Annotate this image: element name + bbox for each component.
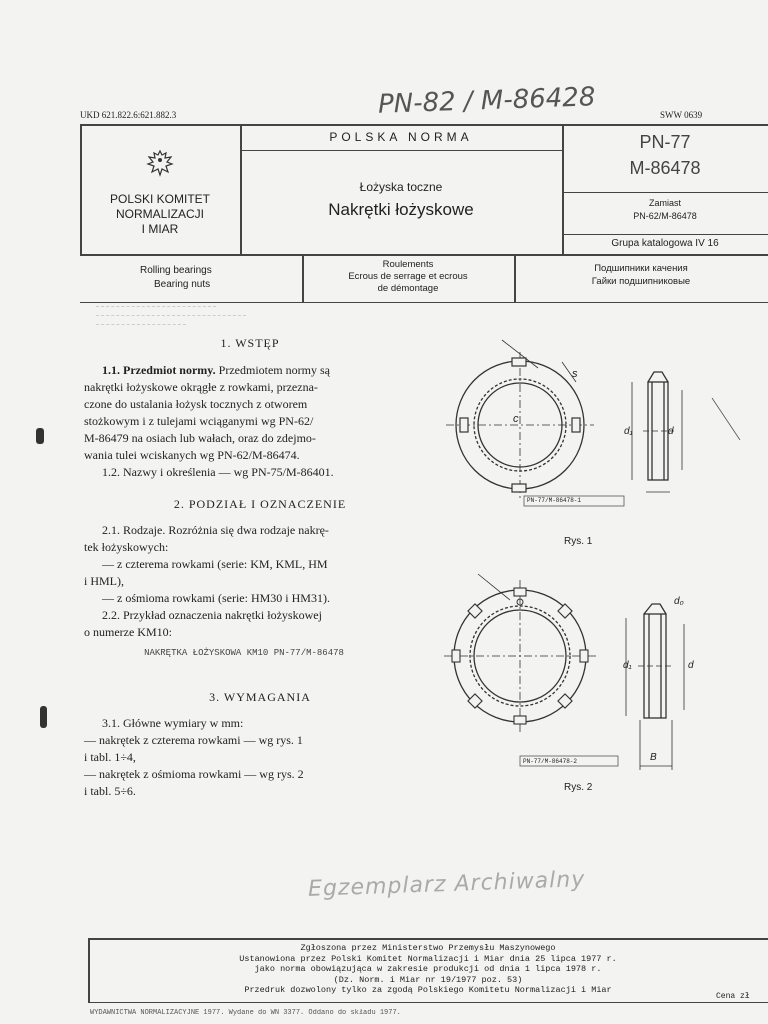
p31-line-3: i tabl. 1÷4,: [84, 750, 136, 764]
russian-line-1: Подшипники качения: [594, 263, 688, 274]
margin-mark-1: [36, 428, 44, 444]
p31-line-2: — nakrętek z czterema rowkami — wg rys. 1: [84, 733, 303, 747]
eagle-emblem-icon: [144, 148, 176, 178]
ukd-code: UKD 621.822.6:621.882.3: [80, 110, 177, 120]
fig2-dim-B: B: [650, 752, 657, 763]
faint-stamp-marks: [96, 300, 256, 334]
p11-line-6: wania tulei wciskanych wg PN-62/M-86474.: [84, 448, 300, 462]
footer-line-3: jako norma obowiązująca w zakresie produkcji od dnia 1 lipca 1978 r.: [254, 964, 602, 974]
zamiast-value: PN-62/M-86478: [633, 211, 697, 221]
english-line-2: Bearing nuts: [154, 279, 211, 290]
fig1-dim-c: c: [513, 413, 519, 425]
english-line-1: Rolling bearings: [140, 265, 212, 276]
fig2-dim-d0: d₀: [674, 596, 684, 607]
header-pn-rule: [562, 192, 768, 193]
committee-line-3: I MIAR: [141, 222, 179, 236]
footer-line-5: Przedruk dozwolony tylko za zgodą Polskiego Komitetu Normalizacji i Miar: [244, 985, 612, 995]
footer-line-2: Ustanowiona przez Polski Komitet Normalizacji i Miar dnia 25 lipca 1977 r.: [239, 953, 617, 964]
margin-mark-2: [40, 706, 47, 728]
p12-line: 1.2. Nazwy i określenia — wg PN-75/M-86401.: [102, 465, 334, 479]
russian-line-2: Гайки подшипниковые: [591, 276, 691, 287]
p21-line-1: 2.1. Rodzaje. Rozróżnia się dwa rodzaje nakrę-: [102, 523, 329, 537]
header-norma-rule: [240, 150, 562, 151]
english-title: [140, 264, 212, 292]
handwritten-code: PN-82 / M-86428: [377, 82, 596, 120]
footer-price: Cena zł: [716, 992, 750, 1001]
title-pl-1: Łożyska toczne: [359, 180, 443, 194]
p11-line-3: czone do ustalania łożysk tocznych z otworem: [84, 397, 308, 411]
committee-line-1: POLSKI KOMITET: [109, 192, 211, 206]
figure-1-drawing: [440, 320, 760, 560]
committee-line-2: NORMALIZACJI: [115, 207, 204, 221]
p11-line-1: Przedmiotem normy są: [215, 363, 330, 377]
header-top-rule: [80, 124, 768, 126]
section-3-heading: 3. WYMAGANIA: [209, 690, 311, 704]
footer-publisher: WYDAWNICTWA NORMALIZACYJNE 1977. Wydane do WN 3377. Oddano do składu 1977.: [90, 1009, 401, 1017]
p11-line-5: M-86479 na osiach lub wałach, oraz do zdejmo-: [84, 431, 316, 445]
p31-line-1: 3.1. Główne wymiary w mm:: [102, 716, 244, 730]
figure-2-label: Rys. 2: [564, 782, 593, 793]
footer-text: [90, 943, 766, 996]
french-line-3: de démontage: [377, 283, 439, 294]
fig1-dim-d1: d₁: [624, 426, 633, 437]
header-mid-rule: [80, 254, 768, 256]
p11-line-4: stożkowym i z tulejami wciąganymi wg PN-62/: [84, 414, 314, 428]
french-title: [302, 259, 514, 295]
pn-number-1: PN-77: [639, 132, 691, 152]
p21-line-2: tek łożyskowych:: [84, 540, 169, 554]
footer-top-rule: [88, 938, 768, 940]
p11-head: 1.1. Przedmiot normy.: [102, 363, 216, 377]
french-line-2: Ecrous de serrage et ecrous: [348, 271, 468, 282]
footer-bottom-rule: [88, 1002, 768, 1003]
p31-line-4: — nakrętek z ośmioma rowkami — wg rys. 2: [84, 767, 304, 781]
p22-line-2: o numerze KM10:: [84, 625, 172, 639]
p31-line-5: i tabl. 5÷6.: [84, 784, 136, 798]
header-zamiast-rule: [562, 234, 768, 235]
p22-line-1: 2.2. Przykład oznaczenia nakrętki łożyskowej: [102, 608, 322, 622]
russian-title: [514, 262, 768, 288]
footer-line-4: (Dz. Norm. i Miar nr 19/1977 poz. 53): [333, 974, 523, 985]
paragraph-1-1: [84, 362, 404, 481]
grupa-katalogowa: Grupa katalogowa IV 16: [611, 238, 719, 249]
footer-line-1: Zgłoszona przez Ministerstwo Przemysłu Maszynowego: [300, 943, 556, 953]
figure-1-label: Rys. 1: [564, 536, 593, 547]
pn-number-2: M-86478: [629, 158, 701, 178]
p11-line-2: nakrętki łożyskowe okrągłe z rowkami, przezna-: [84, 380, 318, 394]
figure-2-drawing: [440, 570, 760, 790]
archive-stamp: Egzemplarz Archiwalny: [307, 867, 586, 902]
fig1-tag: PN-77/M-86478-1: [527, 497, 582, 504]
fig1-dim-s: s: [572, 368, 578, 380]
section-1-heading: 1. WSTĘP: [220, 336, 280, 350]
fig1-dim-d: d: [668, 426, 674, 437]
french-line-1: Roulements: [382, 259, 434, 270]
fig2-dim-d1: d₁: [623, 660, 632, 671]
paragraph-2: [84, 522, 404, 641]
p21-line-3: — z czterema rowkami (serie: KM, KML, HM: [102, 557, 328, 571]
polska-norma-label: POLSKA NORMA: [329, 130, 473, 144]
committee-name: [80, 192, 240, 237]
paragraph-3: [84, 715, 404, 800]
section-2-heading: 2. PODZIAŁ I OZNACZENIE: [173, 497, 347, 511]
sww-code: SWW 0639: [660, 110, 703, 120]
designation-example: NAKRĘTKA ŁOŻYSKOWA KM10 PN-77/M-86478: [144, 648, 344, 658]
p21-line-4: i HML),: [84, 574, 124, 588]
zamiast-label: Zamiast: [648, 198, 681, 208]
fig2-tag: PN-77/M-86478-2: [523, 758, 578, 765]
p21-line-5: — z ośmioma rowkami (serie: HM30 i HM31).: [102, 591, 330, 605]
fig2-dim-d: d: [688, 660, 694, 671]
title-pl-2: Nakrętki łożyskowe: [328, 200, 474, 219]
